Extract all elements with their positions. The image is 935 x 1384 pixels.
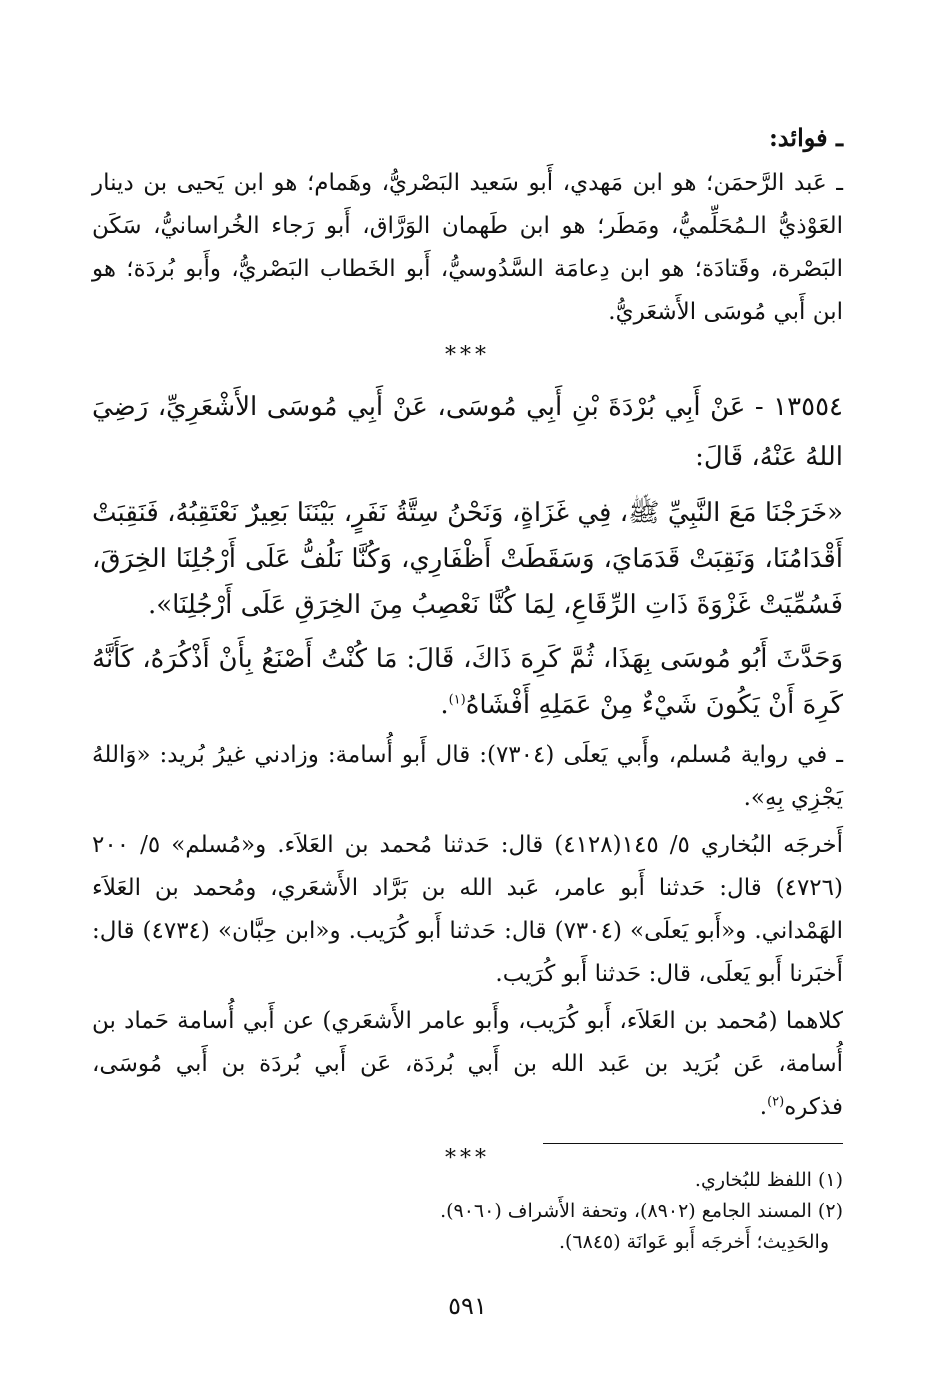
hadith-text: «خَرَجْنَا مَعَ النَّبِيِّ ﷺ، فِي غَزَاةٍ، وَنَحْنُ سِتَّةُ نَفَرٍ، بَيْنَنَا بَعِيرٌ نَعْتَقِبُهُ، فَنَقِبَتْ أَقْدَامُنَا، وَنَقِبَتْ قَدَمَايَ، وَسَقَطَتْ أَظْفَارِي، وَكُنَّا نَلُفُّ عَلَى أَرْجُلِنَا الخِرَقَ، فَسُمِّيَتْ غَزْوَةَ ذَاتِ الرِّقَاعِ، لِمَا كُنَّا نَعْصِبُ مِنَ الخِرَقِ عَلَى أَرْجُلِنَا». <box>92 498 843 620</box>
footnote-2-continuation: والحَدِيث؛ أَخرجَه أَبو عَوانَة (٦٨٤٥). <box>558 1231 829 1253</box>
takhrij-paragraph-2-body: كلاهما (مُحمد بن العَلاَء، أَبو كُرَيب، وأَبو عامر الأَشعَري) عن أَبي أُسامة حَماد بن أُسامة، عَن بُرَيد بن عَبد الله بن أَبي بُردَة، عَن أَبي بُردَة بن أَبي مُوسَى، فذكره <box>92 1008 843 1120</box>
separator-stars-bottom: *** <box>445 1146 490 1171</box>
footnote-1: (١) اللفظ للبُخاري. <box>694 1169 843 1191</box>
takhrij-paragraph-2-end: . <box>759 1094 768 1120</box>
hadith-text-2-body: وَحَدَّثَ أَبُو مُوسَى بِهَذَا، ثُمَّ كَرِهَ ذَاكَ، قَالَ: مَا كُنْتُ أَصْنَعُ بِأَنْ أَذْكُرَهُ، كَأَنَّهُ كَرِهَ أَنْ يَكُونَ شَيْءٌ مِنْ عَمَلِهِ أَفْشَاهُ <box>92 644 843 720</box>
narration-note: ـ في رواية مُسلم، وأَبي يَعلَى (٧٣٠٤): قال أَبو أُسامة: وزادني غيرُ بُريد: «وَاللهُ يَجْزِي بِهِ». <box>92 742 843 811</box>
hadith-text-2-end: . <box>440 690 449 720</box>
section-heading: ـ فوائد: <box>768 123 843 152</box>
benefits-paragraph: ـ عَبد الرَّحمَن؛ هو ابن مَهدي، أَبو سَعيد البَصْريُّ، وهَمام؛ هو ابن يَحيى بن دينار العَوْذيُّ الـمُحَلِّميُّ، ومَطَر؛ هو ابن طَهمان الوَرَّاق، أَبو رَجاء الخُراسانيُّ، سَكَن البَصْرة، وقَتادَة؛ هو ابن دِعامَة السَّدُوسيُّ، أَبو الخَطاب البَصْريُّ، وأَبو بُردَة؛ هو ابن أَبي مُوسَى الأَشعَريُّ. <box>92 170 844 325</box>
separator-stars: *** <box>445 343 490 368</box>
takhrij-paragraph-1: أَخرجَه البُخاري ٥/ ١٤٥(٤١٢٨) قال: حَدثنا مُحمد بن العَلاَء. و«مُسلم» ٥/ ٢٠٠ (٤٧٢٦) قال: حَدثنا أَبو عامر، عَبد الله بن بَرَّاد الأَشعَري، ومُحمد بن العَلاَء الهَمْداني. و«أَبو يَعلَى» (٧٣٠٤) قال: حَدثنا أَبو كُرَيب. و«ابن حِبَّان» (٤٧٣٤) قال: أَخبَرنا أَبو يَعلَى، قال: حَدثنا أَبو كُرَيب. <box>92 832 844 987</box>
footnote-marker-1: (١) <box>448 692 466 708</box>
hadith-text-2 <box>92 636 843 728</box>
footnote-2: (٢) المسند الجامع (٨٩٠٢)، وتحفة الأَشراف (٩٠٦٠). <box>440 1200 843 1222</box>
footnote-marker-2: (٢) <box>767 1094 785 1110</box>
page-number: ٥٩١ <box>448 1292 487 1320</box>
footnote-separator-line <box>543 1143 843 1144</box>
footnotes <box>92 1165 843 1258</box>
takhrij-paragraph-2 <box>92 1000 843 1129</box>
hadith-title: ١٣٥٥٤ - عَنْ أَبِي بُرْدَةَ بْنِ أَبِي مُوسَى، عَنْ أَبِي مُوسَى الأَشْعَرِيِّ، رَضِيَ اللهُ عَنْهُ، قَالَ: <box>92 392 843 472</box>
